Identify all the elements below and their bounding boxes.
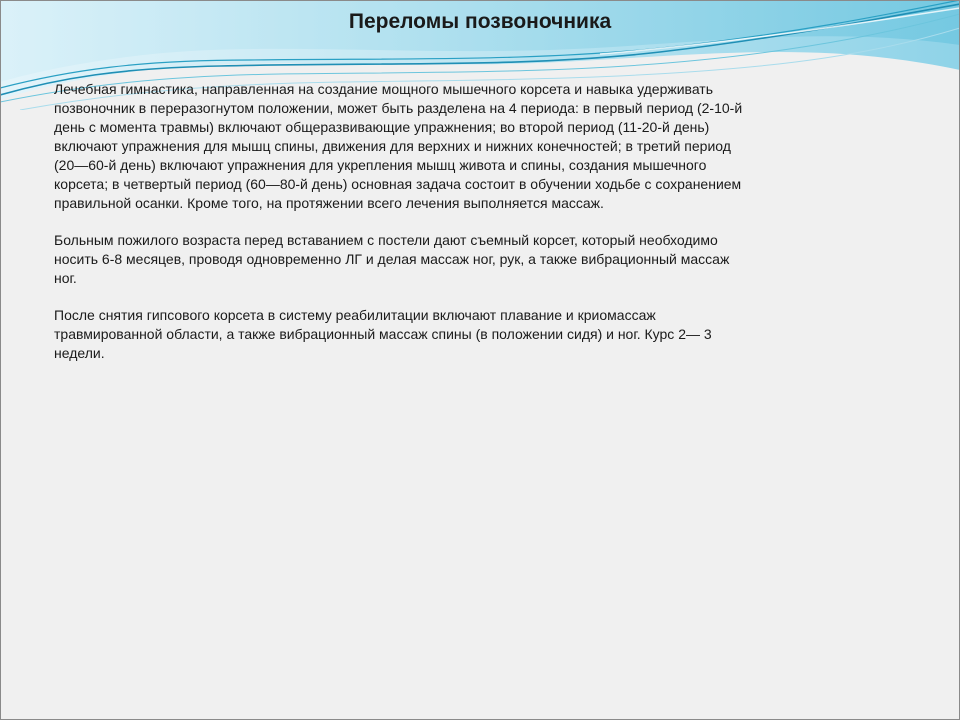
slide-body [54,80,854,381]
paragraph-elderly-corset: Больным пожилого возраста перед вставанием с постели дают съемный корсет, который необходимо носить 6-8 месяцев, проводя одновременно ЛГ и делая массаж ног, рук, а также вибрационный массаж ног. [54,232,730,286]
paragraph-post-cast: После снятия гипсового корсета в систему реабилитации включают плавание и криомассаж травмированной области, а также вибрационный массаж спины (в положении сидя) и ног. Курс 2— 3 недели. [54,307,712,361]
paragraph-rehab-periods: Лечебная гимнастика, направленная на создание мощного мышечного корсета и навыка удерживать позвоночник в переразогнутом положении, может быть разделена на 4 периода: в первый период (2-10-й день с момента травмы) включают общеразвивающие упражнения; во второй период (11-20-й день) включают упражнения для мышц спины, движения для верхних и нижних конечностей; в третий период (20—60-й день) включают упражнения для укрепления мышц живота и спины, создания мышечного корсета; в четвертый период (60—80-й день) основная задача состоит в обучении ходьбе с сохранением правильной осанки. Кроме того, на протяжении всего лечения выполняется массаж. [54,81,743,211]
slide-title: Переломы позвоночника [348,10,612,33]
